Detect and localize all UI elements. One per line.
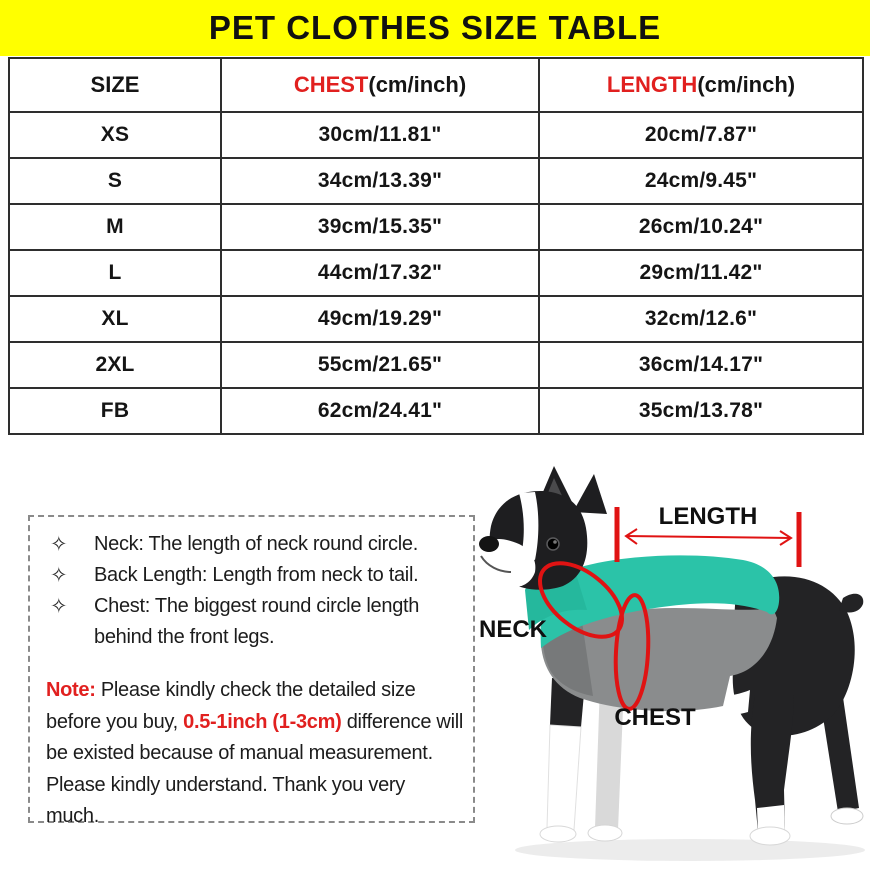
table-row bbox=[9, 112, 863, 158]
length-cell: 32cm/12.6" bbox=[539, 296, 863, 342]
table-row bbox=[9, 250, 863, 296]
definition-text: Back Length: Length from neck to tail. bbox=[94, 564, 419, 586]
dog-illustration bbox=[455, 460, 870, 870]
list-item bbox=[46, 529, 463, 560]
size-header-label: SIZE bbox=[90, 72, 140, 97]
dog-nose bbox=[479, 536, 499, 552]
table-row bbox=[9, 296, 863, 342]
chest-cell: 55cm/21.65" bbox=[221, 342, 539, 388]
length-arrow bbox=[626, 536, 791, 538]
note-text-1: Please kindly check the detailed size before you buy, bbox=[46, 679, 416, 733]
length-label: LENGTH bbox=[658, 503, 758, 530]
list-item bbox=[46, 560, 463, 591]
note-highlight: 0.5-1inch (1-3cm) bbox=[183, 710, 342, 733]
col-header-chest bbox=[221, 58, 539, 112]
table-row bbox=[9, 204, 863, 250]
chest-cell: 39cm/15.35" bbox=[221, 204, 539, 250]
dog-eye-glint bbox=[553, 540, 557, 544]
chest-label: CHEST bbox=[614, 704, 696, 731]
disclaimer-note bbox=[46, 675, 463, 833]
size-cell: FB bbox=[9, 388, 221, 434]
size-cell: M bbox=[9, 204, 221, 250]
page-title: PET CLOTHES SIZE TABLE bbox=[208, 9, 662, 46]
chest-cell: 34cm/13.39" bbox=[221, 158, 539, 204]
ground-shadow bbox=[515, 839, 865, 861]
length-cell: 36cm/14.17" bbox=[539, 342, 863, 388]
table-row bbox=[9, 388, 863, 434]
title-banner bbox=[0, 0, 870, 56]
size-cell: XL bbox=[9, 296, 221, 342]
col-header-size bbox=[9, 58, 221, 112]
table-row bbox=[9, 158, 863, 204]
length-cell: 24cm/9.45" bbox=[539, 158, 863, 204]
chest-header-label: CHEST bbox=[293, 72, 369, 97]
size-cell: 2XL bbox=[9, 342, 221, 388]
near-front-paw bbox=[540, 826, 576, 842]
chest-cell: 30cm/11.81" bbox=[221, 112, 539, 158]
measurement-notes-box bbox=[28, 515, 475, 827]
near-front-leg bbox=[547, 725, 581, 830]
far-rear-paw bbox=[831, 808, 863, 824]
measurement-definitions-list bbox=[46, 529, 463, 653]
table-row bbox=[9, 342, 863, 388]
definition-text: Neck: The length of neck round circle. bbox=[94, 533, 418, 555]
note-label: Note: bbox=[46, 679, 96, 701]
col-header-length bbox=[539, 58, 863, 112]
size-table bbox=[8, 57, 864, 435]
length-header-unit: (cm/inch) bbox=[697, 72, 796, 97]
note-text-2: difference will be existed because of manual measurement. Please kindly understand. Thank you very much. bbox=[46, 710, 464, 827]
length-cell: 26cm/10.24" bbox=[539, 204, 863, 250]
neck-label: NECK bbox=[478, 616, 548, 643]
length-cell: 35cm/13.78" bbox=[539, 388, 863, 434]
definition-text: Chest: The biggest round circle length behind the front legs. bbox=[94, 595, 420, 648]
dog-eye bbox=[547, 538, 559, 550]
chest-header-unit: (cm/inch) bbox=[368, 72, 467, 97]
length-cell: 20cm/7.87" bbox=[539, 112, 863, 158]
size-cell: S bbox=[9, 158, 221, 204]
length-cell: 29cm/11.42" bbox=[539, 250, 863, 296]
size-cell: L bbox=[9, 250, 221, 296]
chest-cell: 44cm/17.32" bbox=[221, 250, 539, 296]
chest-cell: 49cm/19.29" bbox=[221, 296, 539, 342]
near-rear-paw bbox=[750, 827, 790, 845]
list-item bbox=[46, 591, 463, 653]
chest-cell: 62cm/24.41" bbox=[221, 388, 539, 434]
diamond-bullet-icon: ✧ bbox=[50, 533, 68, 556]
table-header-row bbox=[9, 58, 863, 112]
size-cell: XS bbox=[9, 112, 221, 158]
diamond-bullet-icon: ✧ bbox=[50, 564, 68, 587]
dog-ear-back bbox=[573, 474, 607, 514]
far-front-paw bbox=[588, 825, 622, 841]
dog-tail bbox=[839, 594, 863, 613]
dog-measurement-diagram bbox=[455, 460, 870, 870]
diamond-bullet-icon: ✧ bbox=[50, 595, 68, 618]
length-header-label: LENGTH bbox=[606, 72, 698, 97]
